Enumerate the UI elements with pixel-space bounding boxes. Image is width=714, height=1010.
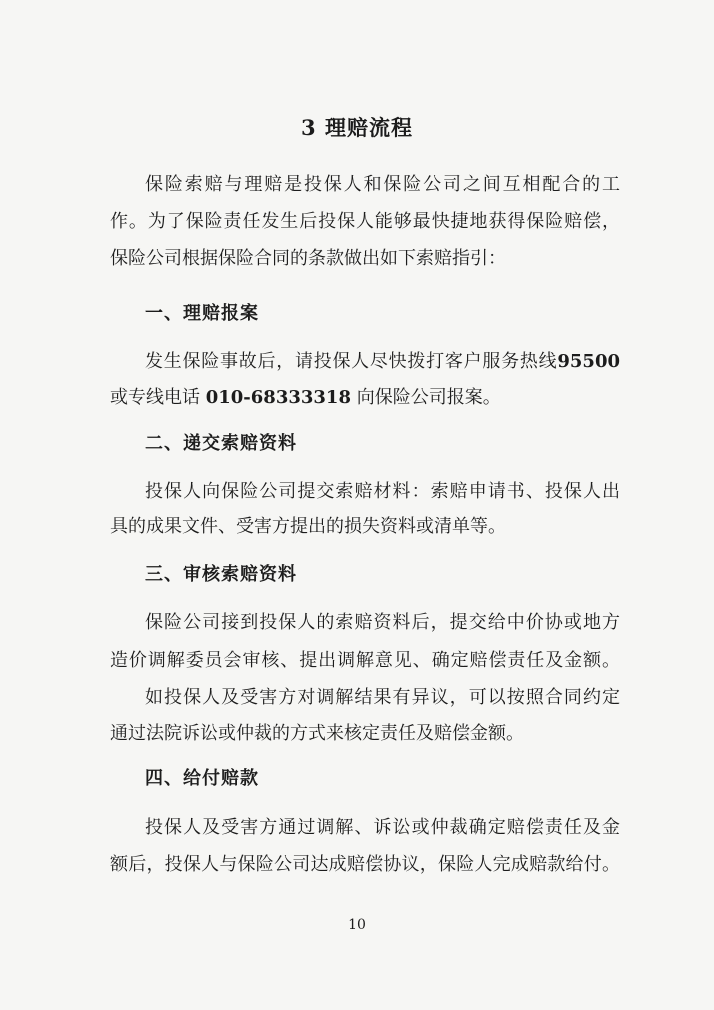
s3-line-4: 通过法院诉讼或仲裁的方式来核定责任及赔偿金额。 [110,723,524,744]
s3-line-2: 造价调解委员会审核、提出调解意见、确定赔偿责任及金额。 [110,650,620,671]
intro-line-2: 作。为了保险责任发生后投保人能够最快捷地获得保险赔偿， [110,211,620,232]
s1-text-2: 或专线电话 [110,387,200,408]
section-heading-2: 二、递交索赔资料 [145,433,297,454]
s4-line-2: 额后，投保人与保险公司达成赔偿协议，保险人完成赔款给付。 [110,854,620,875]
section-heading-1: 一、理赔报案 [145,303,259,324]
s2-line-1: 投保人向保险公司提交索赔材料：索赔申请书、投保人出 [145,481,620,502]
intro-line-1: 保险索赔与理赔是投保人和保险公司之间互相配合的工 [145,174,620,195]
page-number: 10 [348,917,366,933]
phone-number: 010-68333318 [205,387,351,408]
s3-line-1: 保险公司接到投保人的索赔资料后，提交给中价协或地方 [145,612,620,633]
s1-line-1 [145,350,620,374]
s1-line-2 [110,386,620,410]
page-title: 3 理赔流程 [301,115,413,140]
s1-text-3: 向保险公司报案。 [356,387,501,408]
s2-line-2: 具的成果文件、受害方提出的损失资料或清单等。 [110,516,506,537]
intro-line-3: 保险公司根据保险合同的条款做出如下索赔指引： [110,248,506,269]
s1-text-1: 发生保险事故后，请投保人尽快拨打客户服务热线 [145,351,558,372]
section-heading-4: 四、给付赔款 [145,768,259,789]
section-heading-3: 三、审核索赔资料 [145,564,297,585]
s3-line-3: 如投保人及受害方对调解结果有异议，可以按照合同约定 [145,687,620,708]
hotline-number: 95500 [557,351,620,372]
s4-line-1: 投保人及受害方通过调解、诉讼或仲裁确定赔偿责任及金 [145,817,620,838]
